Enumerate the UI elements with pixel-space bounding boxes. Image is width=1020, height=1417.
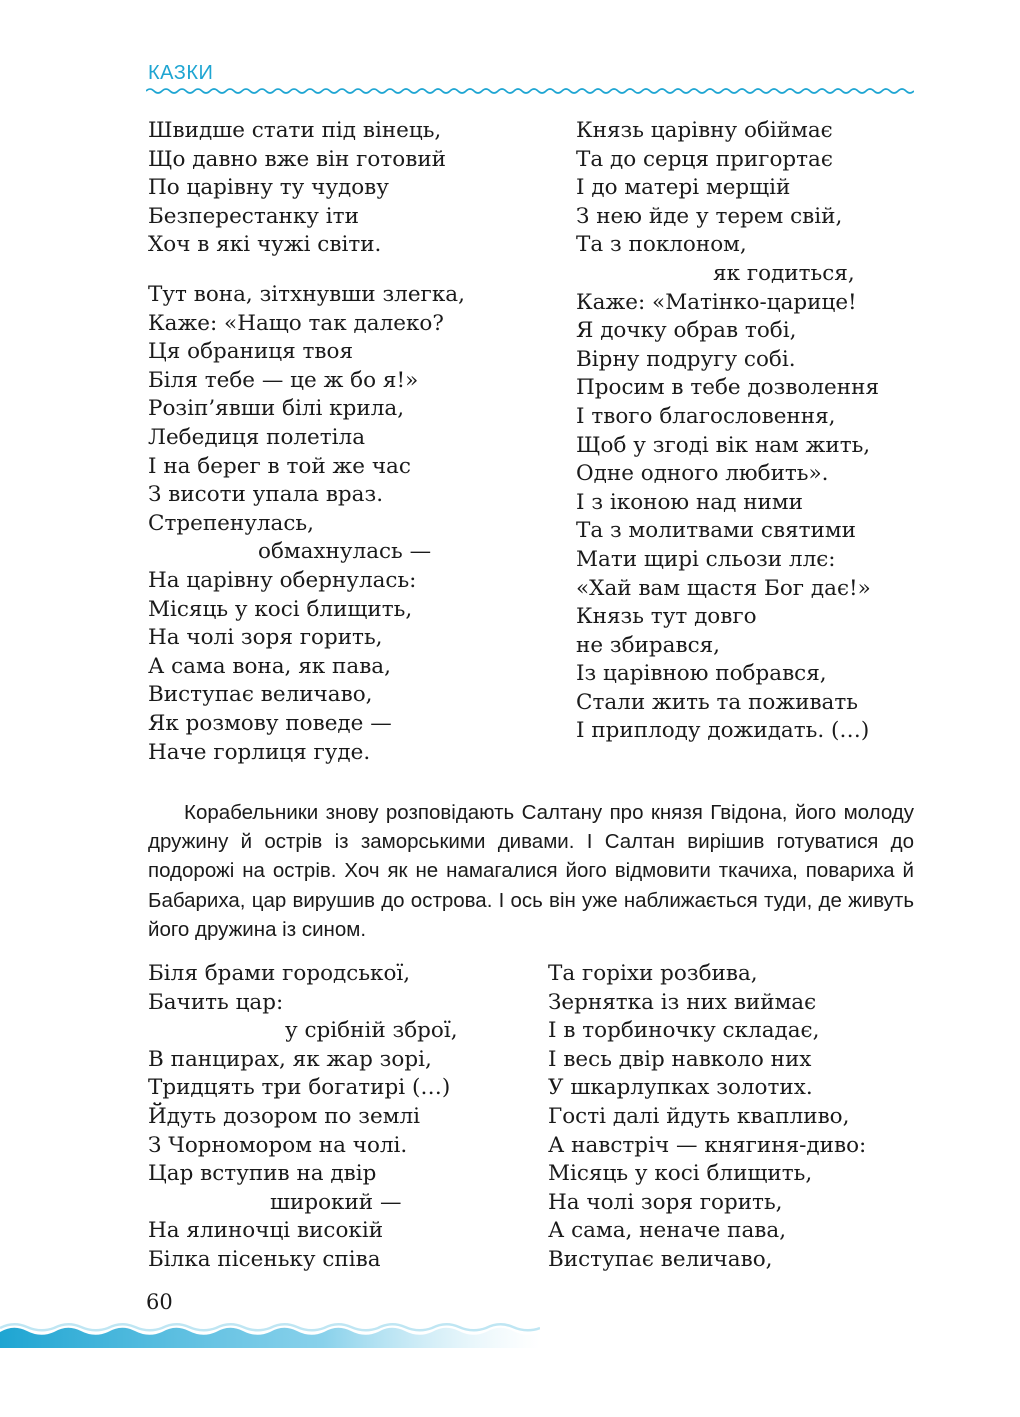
- verse-line: А сама вона, як пава,: [148, 653, 391, 679]
- verse-line: Лебедиця полетіла: [148, 424, 366, 450]
- verse-line: Місяць у косі блищить,: [548, 1161, 813, 1187]
- verse-line: Що давно вже він готовий: [148, 146, 446, 172]
- verse-line: Цар вступив на двір: [148, 1161, 377, 1187]
- verse-line: А сама, неначе пава,: [548, 1218, 787, 1244]
- verse-line: Одне одного любить».: [576, 461, 829, 487]
- verse-line: І твого благословення,: [576, 403, 836, 429]
- verse-right-column: [576, 117, 879, 746]
- verse-line: І з іконою над ними: [576, 489, 803, 515]
- verse-line: І весь двір навколо них: [548, 1046, 812, 1072]
- verse-line: Та до серця пригортає: [576, 146, 833, 172]
- verse-line: широкий —: [270, 1189, 402, 1215]
- verse-line: І до матері мерщій: [576, 175, 791, 201]
- verse-left-stanza-2: [148, 281, 465, 767]
- verse-line: І приплоду дожидать. (…): [576, 718, 870, 744]
- verse-line: Бачить цар:: [148, 989, 284, 1015]
- verse-line: Тут вона, зітхнувши злегка,: [148, 282, 465, 307]
- verse-line: Швидше стати під вінець,: [148, 118, 442, 143]
- verse-line: Мати щирі сльози ллє:: [576, 546, 836, 572]
- verse-line: Розіп’явши білі крила,: [148, 396, 405, 422]
- verse-line: З Чорномором на чолі.: [148, 1132, 408, 1158]
- prose-paragraph: Корабельники знову розповідають Салтану про князя Гвідона, його молоду дружину й острів із заморськими дивами. І Салтан вирішив готуватися до подорожі на острів. Хоч як не намагалися його відмовити ткачиха, повариха й Бабариха, цар вирушив до острова. І ось він уже наближається туди, де живуть його дружина із сином.: [148, 801, 914, 941]
- verse-line: Йдуть дозором по землі: [148, 1103, 421, 1129]
- verse-line: Князь царівну обіймає: [576, 118, 833, 143]
- verse-line: «Хай вам щастя Бог дає!»: [576, 575, 871, 601]
- verse-line: Гості далі йдуть квапливо,: [548, 1103, 850, 1129]
- verse-line: Наче горлиця гуде.: [148, 739, 371, 765]
- verse-line: обмахнулась —: [258, 539, 432, 565]
- verse-line: З нею йде у терем свій,: [576, 203, 843, 229]
- verse-line: Виступає величаво,: [148, 682, 373, 708]
- verse-line: Місяць у косі блищить,: [148, 596, 413, 622]
- verse-line: По царівну ту чудову: [148, 175, 389, 201]
- verse-line: Стрепенулась,: [148, 510, 314, 536]
- verse-right-column-2: [548, 960, 866, 1275]
- verse-line: Білка пісеньку співа: [148, 1246, 381, 1272]
- verse-line: Щоб у згоді вік нам жить,: [576, 432, 871, 458]
- verse-line: На ялиночці високій: [148, 1218, 384, 1244]
- verse-line: Каже: «Матінко-царице!: [576, 289, 857, 315]
- verse-line: Я дочку обрав тобі,: [576, 318, 797, 344]
- verse-line: Стали жить та поживать: [576, 689, 858, 715]
- verse-line: І на берег в той же час: [148, 453, 411, 479]
- verse-line: Та горіхи розбива,: [548, 961, 758, 986]
- verse-line: Та з молитвами святими: [576, 518, 856, 544]
- verse-line: Вірну подругу собі.: [576, 346, 796, 372]
- verse-line: З висоти упала враз.: [148, 482, 384, 508]
- verse-line: Хоч в які чужі світи.: [148, 232, 382, 258]
- verse-line: Каже: «Нащо так далеко?: [148, 310, 444, 336]
- verse-line: Просим в тебе дозволення: [576, 375, 880, 401]
- verse-left-column-2: [148, 960, 458, 1275]
- verse-line: як годиться,: [713, 260, 855, 286]
- section-header: КАЗКИ: [148, 62, 214, 84]
- verse-line: І в торбиночку складає,: [548, 1018, 820, 1044]
- verse-line: Біля брами городської,: [148, 961, 411, 986]
- verse-line: Та з поклоном,: [576, 232, 747, 258]
- verse-line: Виступає величаво,: [548, 1246, 773, 1272]
- verse-line: Безперестанку іти: [148, 203, 359, 229]
- page-number: 60: [146, 1290, 173, 1314]
- verse-line: На чолі зоря горить,: [148, 625, 383, 651]
- verse-line: У шкарлупках золотих.: [548, 1075, 813, 1101]
- verse-line: не збирався,: [576, 632, 721, 658]
- verse-line: В панцирах, як жар зорі,: [148, 1046, 432, 1072]
- verse-line: у срібній зброї,: [285, 1018, 458, 1044]
- water-wave-icon: [0, 1318, 540, 1348]
- verse-line: Князь тут довго: [576, 604, 757, 630]
- verse-line: На чолі зоря горить,: [548, 1189, 783, 1215]
- wave-divider-icon: [146, 86, 914, 96]
- verse-line: Ця обраниця твоя: [148, 339, 354, 365]
- verse-line: А навстріч — княгиня-диво:: [548, 1132, 867, 1158]
- verse-line: Біля тебе — це ж бо я!»: [148, 367, 419, 393]
- verse-line: Зернятка із них виймає: [548, 989, 817, 1015]
- verse-left-stanza-1: [148, 117, 446, 260]
- verse-line: Із царівною побрався,: [576, 661, 827, 687]
- verse-line: Як розмову поведе —: [148, 710, 392, 736]
- verse-line: Тридцять три богатирі (…): [148, 1075, 451, 1101]
- verse-line: На царівну обернулась:: [148, 567, 417, 593]
